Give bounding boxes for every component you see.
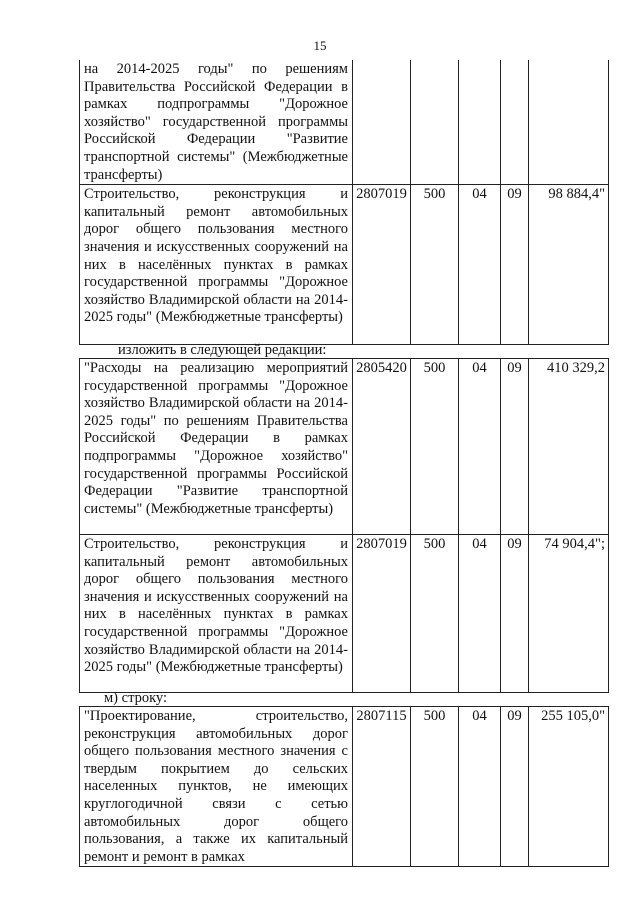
section-code (459, 60, 501, 185)
amount: 74 904,4"; (529, 535, 609, 693)
table-row (80, 707, 609, 867)
table-row (80, 535, 609, 693)
target-article-code: 2807115 (353, 707, 411, 867)
amount: 98 884,4" (529, 185, 609, 345)
subsection-code: 09 (501, 707, 529, 867)
amount: 255 105,0" (529, 707, 609, 867)
section-code: 04 (459, 185, 501, 345)
budget-table-next (79, 706, 609, 867)
instruction-text: изложить в следующей редакции: (118, 342, 327, 358)
row-description: "Проектирование, строительство, реконструкция автомобильных дорог общего пользования местного значения с твердым покрытием до сельских населенных пунктов, не имеющих круглогодичной связи с сетью автомобильных дорог общего пользования, а также их капитальный ремонт и ремонт в рамках (80, 707, 353, 867)
subsection-code (501, 60, 529, 185)
amount (529, 60, 609, 185)
expense-type-code: 500 (411, 535, 459, 693)
budget-table-new (79, 358, 609, 693)
expense-type-code: 500 (411, 185, 459, 345)
instruction-text: м) строку: (104, 690, 168, 706)
table-row (80, 185, 609, 345)
target-article-code: 2807019 (353, 535, 411, 693)
table-row (80, 359, 609, 535)
expense-type-code (411, 60, 459, 185)
subsection-code: 09 (501, 359, 529, 535)
subsection-code: 09 (501, 185, 529, 345)
row-description: на 2014-2025 годы" по решениям Правительства Российской Федерации в рамках подпрограммы "Дорожное хозяйство" государственной программы Российской Федерации "Развитие транспортной системы" (Межбюджетные трансферты) (80, 60, 353, 185)
target-article-code: 2807019 (353, 185, 411, 345)
target-article-code: 2805420 (353, 359, 411, 535)
budget-table-old (79, 60, 609, 345)
amount: 410 329,2 (529, 359, 609, 535)
page-number: 15 (313, 38, 327, 53)
section-code: 04 (459, 707, 501, 867)
target-article-code (353, 60, 411, 185)
row-description: Строительство, реконструкция и капитальный ремонт автомобильных дорог общего пользования местного значения и искусственных сооружений на них в населённых пунктах в рамках государственной программы "Дорожное хозяйство Владимирской области на 2014-2025 годы" (Межбюджетные трансферты) (80, 535, 353, 693)
section-code: 04 (459, 535, 501, 693)
section-code: 04 (459, 359, 501, 535)
row-description: Строительство, реконструкция и капитальный ремонт автомобильных дорог общего пользования местного значения и искусственных сооружений на них в населённых пунктах в рамках государственной программы "Дорожное хозяйство Владимирской области на 2014-2025 годы" (Межбюджетные трансферты) (80, 185, 353, 345)
row-description: "Расходы на реализацию мероприятий государственной программы "Дорожное хозяйство Владимирской области на 2014-2025 годы" по решениям Правительства Российской Федерации в рамках подпрограммы "Дорожное хозяйство" государственной программы Российской Федерации "Развитие транспортной системы" (Межбюджетные трансферты) (80, 359, 353, 535)
expense-type-code: 500 (411, 359, 459, 535)
subsection-code: 09 (501, 535, 529, 693)
expense-type-code: 500 (411, 707, 459, 867)
table-row (80, 60, 609, 185)
